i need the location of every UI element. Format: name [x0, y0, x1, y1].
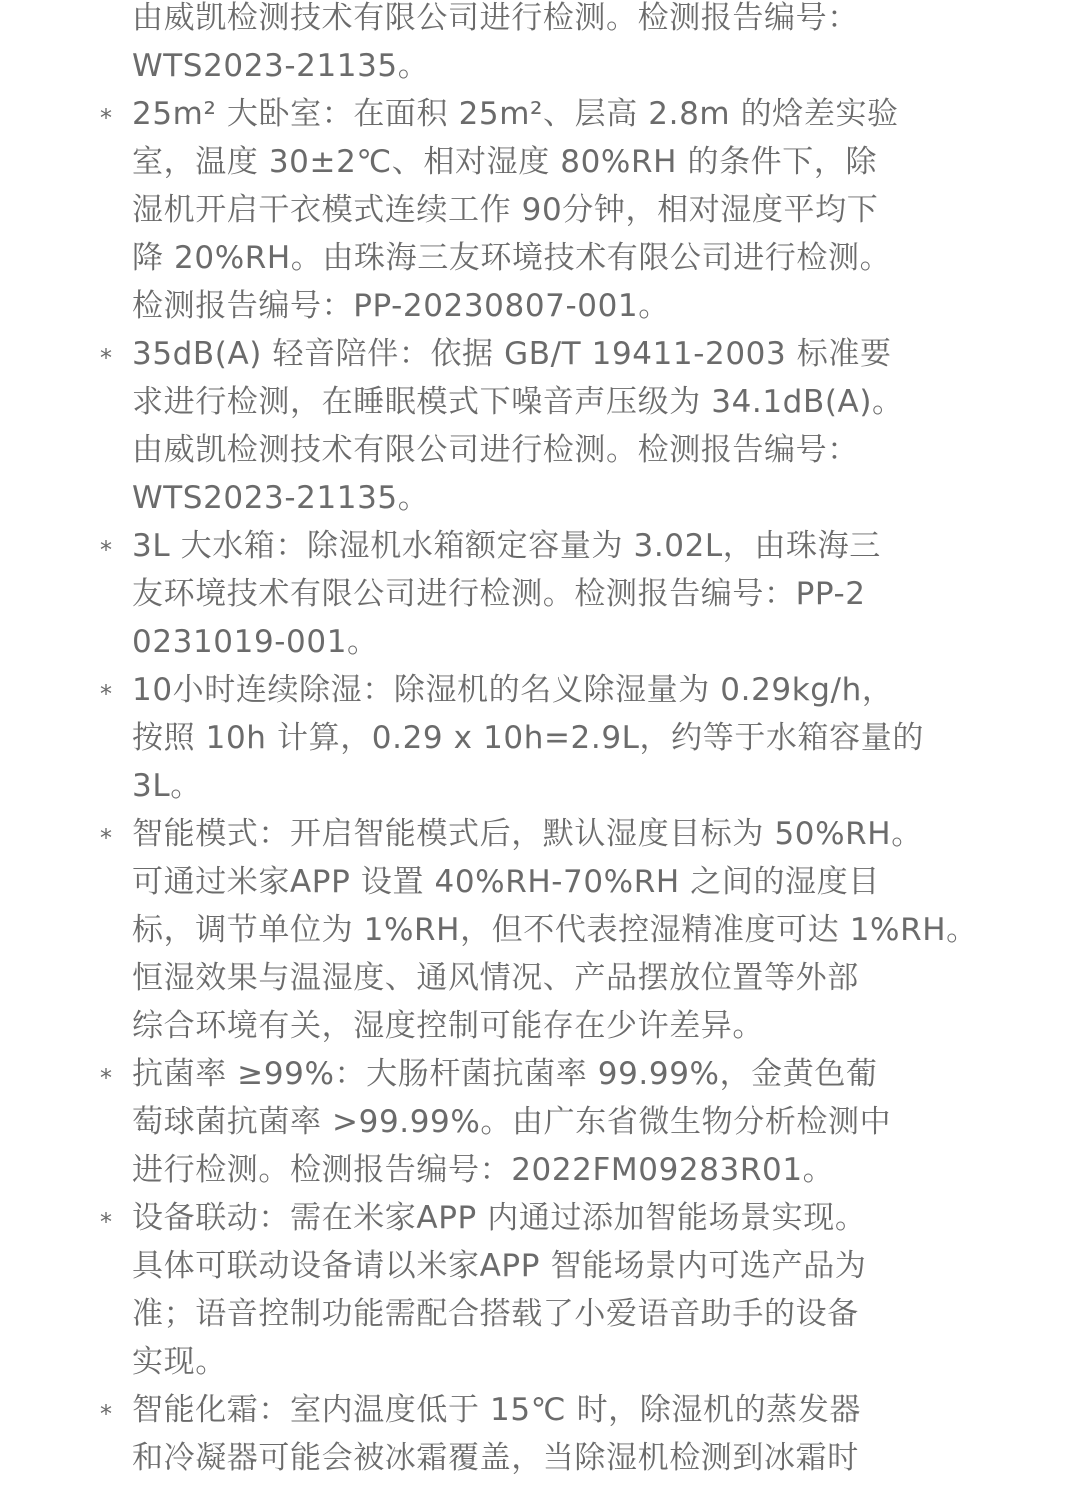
- footnote-line: [0, 858, 1080, 906]
- footnote-line: [0, 570, 1080, 618]
- footnote-text: WTS2023-21135。: [132, 480, 430, 516]
- footnote-text: 恒湿效果与温湿度、通风情况、产品摆放位置等外部: [132, 960, 859, 996]
- footnote-line: [0, 1098, 1080, 1146]
- bullet-asterisk: *: [100, 1400, 113, 1428]
- footnote-text: 和冷凝器可能会被冰霜覆盖，当除湿机检测到冰霜时: [132, 1440, 859, 1476]
- footnote-line: [0, 906, 1080, 954]
- footnote-text: 进行检测。检测报告编号：2022FM09283R01。: [132, 1152, 835, 1188]
- footnote-text: 35dB(A) 轻音陪伴：依据 GB/T 19411-2003 标准要: [132, 336, 892, 372]
- footnote-line: [0, 1050, 1080, 1098]
- footnote-line: [0, 42, 1080, 90]
- footnote-text: 智能模式：开启智能模式后，默认湿度目标为 50%RH。: [132, 816, 923, 852]
- footnote-text: 求进行检测，在睡眠模式下噪音声压级为 34.1dB(A)。: [132, 384, 904, 420]
- bullet-asterisk: *: [100, 824, 113, 852]
- footnote-line: [0, 138, 1080, 186]
- footnote-text: 按照 10h 计算，0.29 x 10h=2.9L，约等于水箱容量的: [132, 720, 924, 756]
- footnote-text: 萄球菌抗菌率 >99.99%。由广东省微生物分析检测中: [132, 1104, 892, 1140]
- footnote-line: [0, 186, 1080, 234]
- footnote-line: [0, 666, 1080, 714]
- footnote-line: [0, 1386, 1080, 1434]
- footnote-line: [0, 90, 1080, 138]
- bullet-asterisk: *: [100, 1208, 113, 1236]
- footnote-line: [0, 1338, 1080, 1386]
- footnote-text: 具体可联动设备请以米家APP 智能场景内可选产品为: [132, 1248, 867, 1284]
- footnote-line: [0, 762, 1080, 810]
- footnote-line: [0, 714, 1080, 762]
- footnote-text: 抗菌率 ≥99%：大肠杆菌抗菌率 99.99%，金黄色葡: [132, 1056, 878, 1092]
- bullet-asterisk: *: [100, 104, 113, 132]
- footnote-line: [0, 474, 1080, 522]
- footnote-text: 湿机开启干衣模式连续工作 90分钟，相对湿度平均下: [132, 192, 879, 228]
- bullet-asterisk: *: [100, 1064, 113, 1092]
- footnote-text: 设备联动：需在米家APP 内通过添加智能场景实现。: [132, 1200, 867, 1236]
- footnote-line: [0, 1194, 1080, 1242]
- footnote-text: 准；语音控制功能需配合搭载了小爱语音助手的设备: [132, 1296, 859, 1332]
- footnote-line: [0, 1434, 1080, 1482]
- footnote-line: [0, 378, 1080, 426]
- footnote-line: [0, 426, 1080, 474]
- footnote-text: 友环境技术有限公司进行检测。检测报告编号：PP-2: [132, 576, 866, 612]
- footnote-text: 检测报告编号：PP-20230807-001。: [132, 288, 670, 324]
- footnote-line: [0, 618, 1080, 666]
- footnote-text: 降 20%RH。由珠海三友环境技术有限公司进行检测。: [132, 240, 892, 276]
- footnote-text: 10小时连续除湿：除湿机的名义除湿量为 0.29kg/h，: [132, 672, 894, 708]
- bullet-asterisk: *: [100, 680, 113, 708]
- footnote-text: 可通过米家APP 设置 40%RH-70%RH 之间的湿度目: [132, 864, 880, 900]
- footnote-line: [0, 810, 1080, 858]
- footnote-text: 标，调节单位为 1%RH，但不代表控湿精准度可达 1%RH。: [132, 912, 978, 948]
- footnote-text: WTS2023-21135。: [132, 48, 430, 84]
- footnote-line: [0, 1242, 1080, 1290]
- footnote-line: [0, 1290, 1080, 1338]
- footnote-text: 由威凯检测技术有限公司进行检测。检测报告编号：: [132, 432, 859, 468]
- footnote-line: [0, 234, 1080, 282]
- bullet-asterisk: *: [100, 344, 113, 372]
- footnote-line: [0, 282, 1080, 330]
- footnote-text: 3L 大水箱：除湿机水箱额定容量为 3.02L，由珠海三: [132, 528, 881, 564]
- footnote-line: [0, 0, 1080, 42]
- footnote-line: [0, 330, 1080, 378]
- footnote-text: 由威凯检测技术有限公司进行检测。检测报告编号：: [132, 0, 859, 36]
- bullet-asterisk: *: [100, 536, 113, 564]
- footnote-text: 实现。: [132, 1344, 227, 1380]
- footnote-line: [0, 522, 1080, 570]
- footnote-text: 室，温度 30±2℃、相对湿度 80%RH 的条件下，除: [132, 144, 878, 180]
- footnote-line: [0, 1146, 1080, 1194]
- footnote-text: 智能化霜：室内温度低于 15℃ 时，除湿机的蒸发器: [132, 1392, 861, 1428]
- footnote-text: 综合环境有关，湿度控制可能存在少许差异。: [132, 1008, 764, 1044]
- footnote-text: 0231019-001。: [132, 624, 379, 660]
- footnote-text: 25m² 大卧室：在面积 25m²、层高 2.8m 的焓差实验: [132, 96, 899, 132]
- footnote-line: [0, 1002, 1080, 1050]
- footnote-line: [0, 954, 1080, 1002]
- footnote-text: 3L。: [132, 768, 202, 804]
